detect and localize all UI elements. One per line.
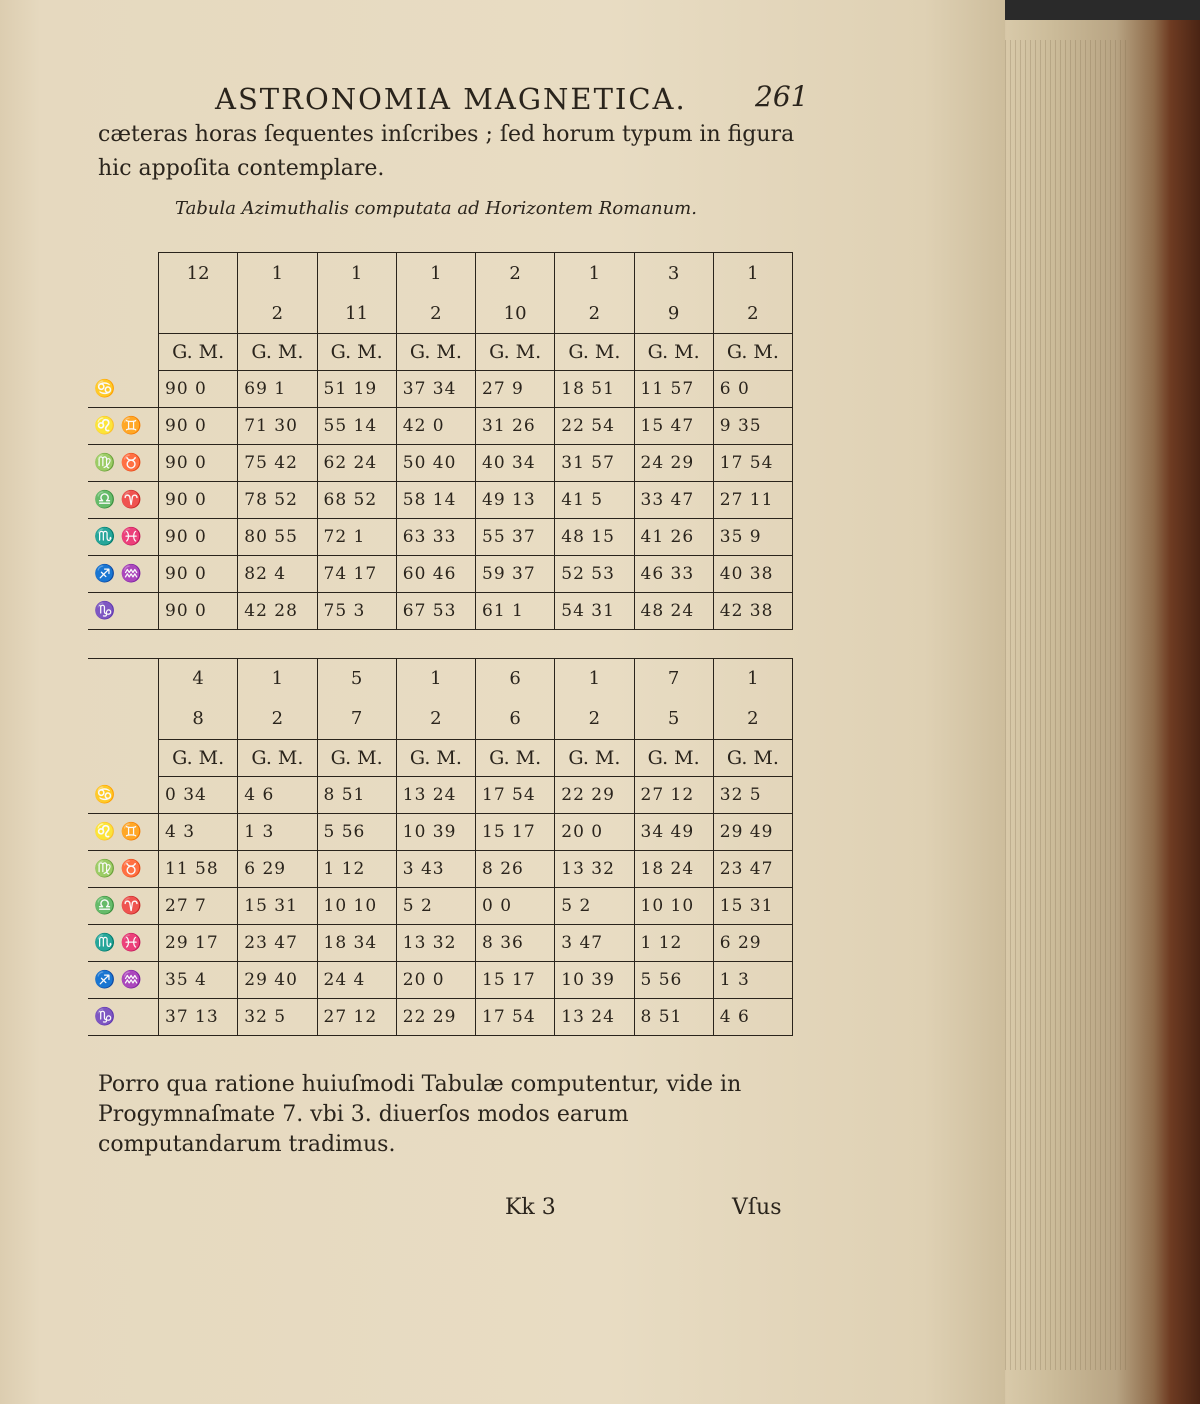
hour-label: 3	[634, 253, 713, 294]
table-cell: 34 49	[634, 813, 713, 850]
table-cell: 78 52	[238, 482, 317, 519]
table-cell: 5 2	[555, 887, 634, 924]
table-cell: 15 47	[634, 408, 713, 445]
gm-header: G. M.	[238, 334, 317, 371]
hour-label-lower: 2	[713, 699, 792, 740]
table-caption: Tabula Azimuthalis computata ad Horizontem Romanum.	[175, 198, 697, 219]
table-cell: 31 57	[555, 445, 634, 482]
hour-label: 2	[476, 253, 555, 294]
gm-header: G. M.	[159, 334, 238, 371]
table-cell: 42 28	[238, 593, 317, 630]
zodiac-sign-label: ♐ ♒	[88, 961, 159, 998]
table-cell: 90 0	[159, 519, 238, 556]
hour-label-lower: 11	[317, 293, 396, 334]
table-cell: 4 6	[238, 776, 317, 813]
catchword: Vſus	[732, 1195, 782, 1220]
table-cell: 8 36	[476, 924, 555, 961]
gm-header: G. M.	[238, 739, 317, 776]
zodiac-sign-label: ♑	[88, 998, 159, 1035]
table-cell: 17 54	[476, 998, 555, 1035]
gm-header: G. M.	[634, 334, 713, 371]
table-cell: 69 1	[238, 371, 317, 408]
table-cell: 62 24	[317, 445, 396, 482]
table-cell: 40 38	[713, 556, 792, 593]
table-cell: 90 0	[159, 593, 238, 630]
hour-label-lower: 8	[159, 699, 238, 740]
sign-header-blank	[88, 658, 159, 699]
table-cell: 29 17	[159, 924, 238, 961]
table-cell: 13 32	[555, 850, 634, 887]
zodiac-sign-label: ♍ ♉	[88, 445, 159, 482]
hour-label-lower	[159, 293, 238, 334]
table-cell: 8 51	[317, 776, 396, 813]
table-cell: 1 12	[634, 924, 713, 961]
table-cell: 13 24	[396, 776, 475, 813]
table-cell: 27 9	[476, 371, 555, 408]
table-cell: 10 10	[634, 887, 713, 924]
table-cell: 90 0	[159, 556, 238, 593]
table-cell: 32 5	[238, 998, 317, 1035]
table-cell: 59 37	[476, 556, 555, 593]
table-cell: 33 47	[634, 482, 713, 519]
table-cell: 31 26	[476, 408, 555, 445]
table-cell: 15 31	[238, 887, 317, 924]
table-cell: 0 0	[476, 887, 555, 924]
gm-header: G. M.	[317, 739, 396, 776]
hour-label-lower: 2	[713, 293, 792, 334]
hour-label-lower: 2	[555, 293, 634, 334]
table-cell: 29 40	[238, 961, 317, 998]
hour-label-lower: 2	[238, 699, 317, 740]
table-cell: 67 53	[396, 593, 475, 630]
table-cell: 11 58	[159, 850, 238, 887]
table-cell: 1 3	[238, 813, 317, 850]
table-cell: 0 34	[159, 776, 238, 813]
table-cell: 22 29	[555, 776, 634, 813]
table-cell: 15 31	[713, 887, 792, 924]
table-cell: 50 40	[396, 445, 475, 482]
hour-label: 1	[713, 253, 792, 294]
table-cell: 4 3	[159, 813, 238, 850]
signature-mark: Kk 3	[505, 1195, 556, 1220]
gm-header: G. M.	[555, 739, 634, 776]
table-cell: 24 29	[634, 445, 713, 482]
table-cell: 90 0	[159, 371, 238, 408]
table-cell: 8 51	[634, 998, 713, 1035]
table-cell: 27 12	[317, 998, 396, 1035]
table-cell: 17 54	[476, 776, 555, 813]
table-cell: 20 0	[555, 813, 634, 850]
table-cell: 24 4	[317, 961, 396, 998]
table-cell: 35 4	[159, 961, 238, 998]
table-cell: 6 29	[238, 850, 317, 887]
table-cell: 75 3	[317, 593, 396, 630]
table-cell: 71 30	[238, 408, 317, 445]
hour-label: 1	[238, 253, 317, 294]
table-cell: 15 17	[476, 813, 555, 850]
table-cell: 55 14	[317, 408, 396, 445]
table-cell: 5 56	[317, 813, 396, 850]
table-cell: 72 1	[317, 519, 396, 556]
gm-header: G. M.	[476, 334, 555, 371]
table-cell: 11 57	[634, 371, 713, 408]
table-cell: 3 47	[555, 924, 634, 961]
zodiac-sign-label: ♎ ♈	[88, 482, 159, 519]
table-cell: 41 5	[555, 482, 634, 519]
table-cell: 75 42	[238, 445, 317, 482]
zodiac-sign-label: ♍ ♉	[88, 850, 159, 887]
table-cell: 58 14	[396, 482, 475, 519]
hour-label: 4	[159, 658, 238, 699]
table-cell: 80 55	[238, 519, 317, 556]
hour-label-lower: 10	[476, 293, 555, 334]
hour-label: 1	[713, 658, 792, 699]
gm-header: G. M.	[396, 334, 475, 371]
table-cell: 9 35	[713, 408, 792, 445]
table-cell: 27 11	[713, 482, 792, 519]
table-cell: 49 13	[476, 482, 555, 519]
table-cell: 23 47	[238, 924, 317, 961]
table-cell: 5 56	[634, 961, 713, 998]
table-cell: 90 0	[159, 445, 238, 482]
table-cell: 27 7	[159, 887, 238, 924]
table-cell: 37 13	[159, 998, 238, 1035]
table-cell: 32 5	[713, 776, 792, 813]
table-cell: 15 17	[476, 961, 555, 998]
zodiac-sign-label: ♏ ♓	[88, 924, 159, 961]
intro-paragraph: cæteras horas ſequentes inſcribes ; ſed horum typum in figura hic appoſita contemplare.	[98, 122, 795, 181]
table-cell: 82 4	[238, 556, 317, 593]
hour-label-lower: 2	[396, 699, 475, 740]
table-cell: 6 0	[713, 371, 792, 408]
hour-label: 12	[159, 253, 238, 294]
gm-header: G. M.	[159, 739, 238, 776]
table-cell: 48 15	[555, 519, 634, 556]
table-cell: 61 1	[476, 593, 555, 630]
zodiac-sign-label: ♑	[88, 593, 159, 630]
table-cell: 63 33	[396, 519, 475, 556]
table-cell: 8 26	[476, 850, 555, 887]
table-cell: 35 9	[713, 519, 792, 556]
table-cell: 29 49	[713, 813, 792, 850]
table-cell: 37 34	[396, 371, 475, 408]
hour-label-lower: 6	[476, 699, 555, 740]
table-cell: 54 31	[555, 593, 634, 630]
hour-label-lower: 5	[634, 699, 713, 740]
hour-label-lower: 2	[238, 293, 317, 334]
table-cell: 13 24	[555, 998, 634, 1035]
table-cell: 74 17	[317, 556, 396, 593]
gm-header: G. M.	[317, 334, 396, 371]
table-cell: 1 3	[713, 961, 792, 998]
zodiac-sign-label: ♐ ♒	[88, 556, 159, 593]
gm-header: G. M.	[396, 739, 475, 776]
zodiac-sign-label: ♌ ♊	[88, 408, 159, 445]
hour-label-lower: 2	[555, 699, 634, 740]
table-cell: 60 46	[396, 556, 475, 593]
page-edges	[1000, 40, 1130, 1370]
hour-label: 7	[634, 658, 713, 699]
table-cell: 48 24	[634, 593, 713, 630]
table-cell: 10 39	[396, 813, 475, 850]
table-cell: 40 34	[476, 445, 555, 482]
hour-label: 1	[396, 253, 475, 294]
sign-header-blank	[88, 293, 159, 334]
hour-label: 6	[476, 658, 555, 699]
hour-label: 1	[317, 253, 396, 294]
page-number: 261	[755, 80, 809, 113]
sign-header-blank	[88, 739, 159, 776]
table-cell: 23 47	[713, 850, 792, 887]
table-cell: 13 32	[396, 924, 475, 961]
zodiac-sign-label: ♏ ♓	[88, 519, 159, 556]
table-cell: 51 19	[317, 371, 396, 408]
sign-header-blank	[88, 253, 159, 294]
table-cell: 90 0	[159, 482, 238, 519]
hour-label: 1	[555, 253, 634, 294]
table-cell: 10 39	[555, 961, 634, 998]
zodiac-sign-label: ♋	[88, 371, 159, 408]
azimuth-table	[88, 252, 793, 1036]
table-divider	[88, 630, 793, 659]
table-cell: 41 26	[634, 519, 713, 556]
table-cell: 68 52	[317, 482, 396, 519]
hour-label: 1	[555, 658, 634, 699]
table-cell: 27 12	[634, 776, 713, 813]
table-cell: 20 0	[396, 961, 475, 998]
zodiac-sign-label: ♋	[88, 776, 159, 813]
hour-label: 1	[238, 658, 317, 699]
hour-label: 1	[396, 658, 475, 699]
table-cell: 18 34	[317, 924, 396, 961]
zodiac-sign-label: ♎ ♈	[88, 887, 159, 924]
table-cell: 3 43	[396, 850, 475, 887]
table-cell: 6 29	[713, 924, 792, 961]
gm-header: G. M.	[713, 334, 792, 371]
table-cell: 5 2	[396, 887, 475, 924]
running-head: ASTRONOMIA MAGNETICA.	[215, 82, 687, 116]
hour-label-lower: 2	[396, 293, 475, 334]
table-cell: 42 0	[396, 408, 475, 445]
table-cell: 17 54	[713, 445, 792, 482]
table-cell: 18 51	[555, 371, 634, 408]
gm-header: G. M.	[476, 739, 555, 776]
table-cell: 22 54	[555, 408, 634, 445]
sign-header-blank	[88, 699, 159, 740]
zodiac-sign-label: ♌ ♊	[88, 813, 159, 850]
hour-label-lower: 7	[317, 699, 396, 740]
sign-header-blank	[88, 334, 159, 371]
table-cell: 10 10	[317, 887, 396, 924]
table-cell: 22 29	[396, 998, 475, 1035]
table-cell: 55 37	[476, 519, 555, 556]
hour-label: 5	[317, 658, 396, 699]
table-cell: 42 38	[713, 593, 792, 630]
hour-label-lower: 9	[634, 293, 713, 334]
gm-header: G. M.	[713, 739, 792, 776]
closing-paragraph: Porro qua ratione huiuſmodi Tabulæ computentur, vide in Progymnaſmate 7. vbi 3. diuerſos modos earum computandarum tradimus.	[98, 1072, 742, 1157]
gm-header: G. M.	[634, 739, 713, 776]
table-cell: 1 12	[317, 850, 396, 887]
gm-header: G. M.	[555, 334, 634, 371]
table-cell: 18 24	[634, 850, 713, 887]
table-cell: 90 0	[159, 408, 238, 445]
table-cell: 4 6	[713, 998, 792, 1035]
table-cell: 52 53	[555, 556, 634, 593]
table-cell: 46 33	[634, 556, 713, 593]
